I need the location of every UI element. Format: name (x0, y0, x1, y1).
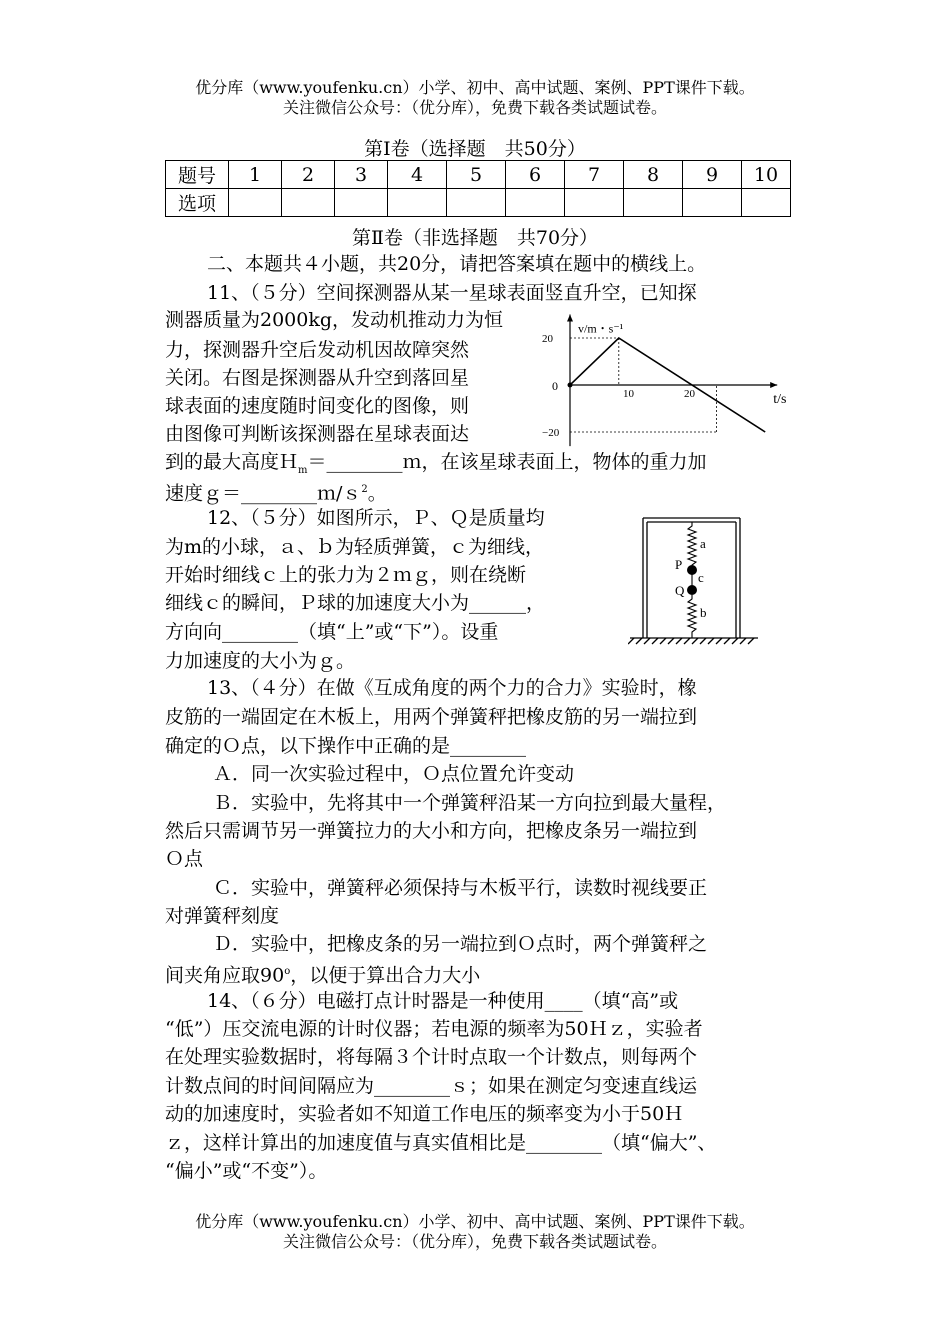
q12-line: 12、（５分）如图所示，Ｐ、Ｑ是质量均 (207, 507, 545, 529)
velocity-time-chart (540, 300, 790, 450)
ball-p (687, 565, 697, 575)
answer-table-number: 6 (506, 161, 565, 189)
q14-line: 计数点间的时间间隔应为________ｓ；如果在测定匀变速直线运 (165, 1075, 698, 1097)
answer-table-number: 4 (388, 161, 447, 189)
answer-table-row-label: 题号 (166, 161, 229, 189)
answer-table-row-label: 选项 (166, 189, 229, 217)
answer-table (165, 160, 791, 217)
q11-line: 关闭。右图是探测器从升空到落回星 (165, 367, 470, 389)
answer-table-number: 8 (624, 161, 683, 189)
q13-option-c: Ｃ．实验中，弹簧秤必须保持与木板平行，读数时视线要正 (213, 877, 708, 899)
q12-line: 力加速度的大小为ｇ。 (165, 650, 356, 672)
answer-table-choice-row (166, 189, 791, 217)
x-axis-label: t/s (773, 392, 787, 407)
origin-label: 0 (552, 379, 558, 393)
q14-line: “低”）压交流电源的计时仪器；若电源的频率为50Ｈｚ，实验者 (165, 1018, 703, 1040)
ball-q (687, 585, 697, 595)
answer-table-number: 7 (565, 161, 624, 189)
q11-line: 11、（５分）空间探测器从某一星球表面竖直升空，已知探 (207, 282, 697, 304)
q11-line: 力，探测器升空后发动机因故障突然 (165, 339, 470, 361)
answer-table-number: 5 (447, 161, 506, 189)
degree-mark: o (284, 966, 291, 977)
label-q: Q (675, 583, 685, 598)
label-c: c (698, 570, 704, 585)
answer-table-number: 9 (683, 161, 742, 189)
q13-option-d (165, 962, 480, 985)
answer-cell[interactable] (335, 189, 388, 217)
y-axis-arrow (567, 315, 573, 322)
x-tick-label: 20 (684, 388, 695, 400)
footer-line-2: 关注微信公众号：（优分库），免费下载各类试题试卷。 (282, 1232, 667, 1251)
answer-cell[interactable] (742, 189, 791, 217)
answer-table-number: 10 (742, 161, 791, 189)
q13-line: 确定的Ｏ点，以下操作中正确的是________ (165, 735, 527, 757)
q14-line: 动的加速度时，实验者如不知道工作电压的频率变为小于50Ｈ (165, 1103, 684, 1125)
header-line-2: 关注微信公众号：（优分库），免费下载各类试题试卷。 (282, 98, 667, 117)
q13-text: ，以便于算出合力大小 (290, 964, 481, 987)
q13-option-b: 然后只需调节另一弹簧拉力的大小和方向，把橡皮条另一端拉到 (165, 820, 698, 842)
spring-ball-figure (628, 510, 763, 645)
section2-intro: 二、本题共４小题，共20分，请把答案填在题中的横线上。 (207, 253, 707, 275)
answer-cell[interactable] (565, 189, 624, 217)
q11-line: 球表面的速度随时间变化的图像，则 (165, 395, 470, 417)
q11-text: 到的最大高度Ｈ (165, 451, 299, 473)
q13-option-d: Ｄ．实验中，把橡皮条的另一端拉到Ｏ点时，两个弹簧秤之 (213, 933, 708, 955)
answer-table-number: 3 (335, 161, 388, 189)
q11-subscript: m (298, 464, 308, 476)
answer-cell[interactable] (506, 189, 565, 217)
q13-option-b: Ｏ点 (165, 848, 204, 870)
answer-cell[interactable] (447, 189, 506, 217)
q12-line: 为m的小球，ａ、ｂ为轻质弹簧，ｃ为细线， (165, 536, 545, 558)
q14-line: 14、（６分）电磁打点计时器是一种使用____（填“高”或 (207, 990, 679, 1012)
label-a: a (700, 536, 706, 551)
answer-table-number: 2 (282, 161, 335, 189)
q14-line: “偏小”或“不变”）。 (165, 1160, 328, 1182)
answer-cell[interactable] (683, 189, 742, 217)
q11-line: 测器质量为2000kg，发动机推动力为恒 (165, 309, 504, 331)
label-p: P (675, 557, 683, 572)
q11-text: 。 (367, 482, 387, 505)
q11-line (165, 480, 387, 503)
answer-table-number: 1 (229, 161, 282, 189)
q12-line: 细线ｃ的瞬间，Ｐ球的加速度大小为______， (165, 592, 546, 614)
y-tick-label: −20 (542, 427, 560, 439)
y-tick-label: 20 (542, 333, 553, 345)
q13-text: 间夹角应取90 (165, 964, 285, 987)
q11-line: 由图像可判断该探测器在星球表面达 (165, 423, 470, 445)
q11-text: 速度ｇ＝________ｍ/ｓ (165, 482, 362, 505)
spring-b (688, 595, 696, 638)
page-footer (0, 1212, 950, 1252)
spring-a (688, 522, 696, 570)
q13-line: 13、（４分）在做《互成角度的两个力的合力》实验时，橡 (207, 677, 697, 699)
q13-line: 皮筋的一端固定在木板上，用两个弹簧秤把橡皮筋的另一端拉到 (165, 706, 698, 728)
answer-table-number-row (166, 161, 791, 189)
answer-cell[interactable] (388, 189, 447, 217)
q13-option-a: Ａ．同一次实验过程中，Ｏ点位置允许变动 (213, 763, 575, 785)
header-line-1: 优分库（www.youfenku.cn）小学、初中、高中试题、案例、PPT课件下载。 (195, 78, 755, 97)
part1-title: 第Ⅰ卷（选择题 共50分） (364, 138, 586, 160)
footer-line-1: 优分库（www.youfenku.cn）小学、初中、高中试题、案例、PPT课件下载。 (195, 1212, 755, 1231)
ground (628, 638, 758, 644)
label-b: b (700, 605, 707, 620)
y-axis-label: v/m・s⁻¹ (578, 321, 624, 336)
q14-line: 在处理实验数据时，将每隔３个计时点取一个计数点，则每两个 (165, 1046, 698, 1068)
answer-cell[interactable] (229, 189, 282, 217)
page-header (0, 78, 950, 118)
part2-title: 第Ⅱ卷（非选择题 共70分） (351, 227, 599, 249)
q13-option-b: Ｂ．实验中，先将其中一个弹簧秤沿某一方向拉到最大量程， (213, 792, 727, 814)
x-tick-label: 10 (623, 388, 634, 400)
q12-line: 开始时细线ｃ上的张力为２ｍｇ，则在绕断 (165, 564, 527, 586)
q14-line: ｚ，这样计算出的加速度值与真实值相比是________（填“偏大”、 (165, 1132, 717, 1154)
answer-cell[interactable] (624, 189, 683, 217)
q13-option-c: 对弹簧秤刻度 (165, 905, 280, 927)
q12-line: 方向向________（填“上”或“下”）。设重 (165, 621, 499, 643)
q11-text: ＝________ｍ，在该星球表面上，物体的重力加 (307, 451, 707, 473)
q11-line (165, 452, 707, 481)
x-axis-arrow (770, 382, 777, 388)
q11-superscript: 2 (361, 484, 368, 495)
answer-cell[interactable] (282, 189, 335, 217)
series-point (568, 383, 573, 388)
